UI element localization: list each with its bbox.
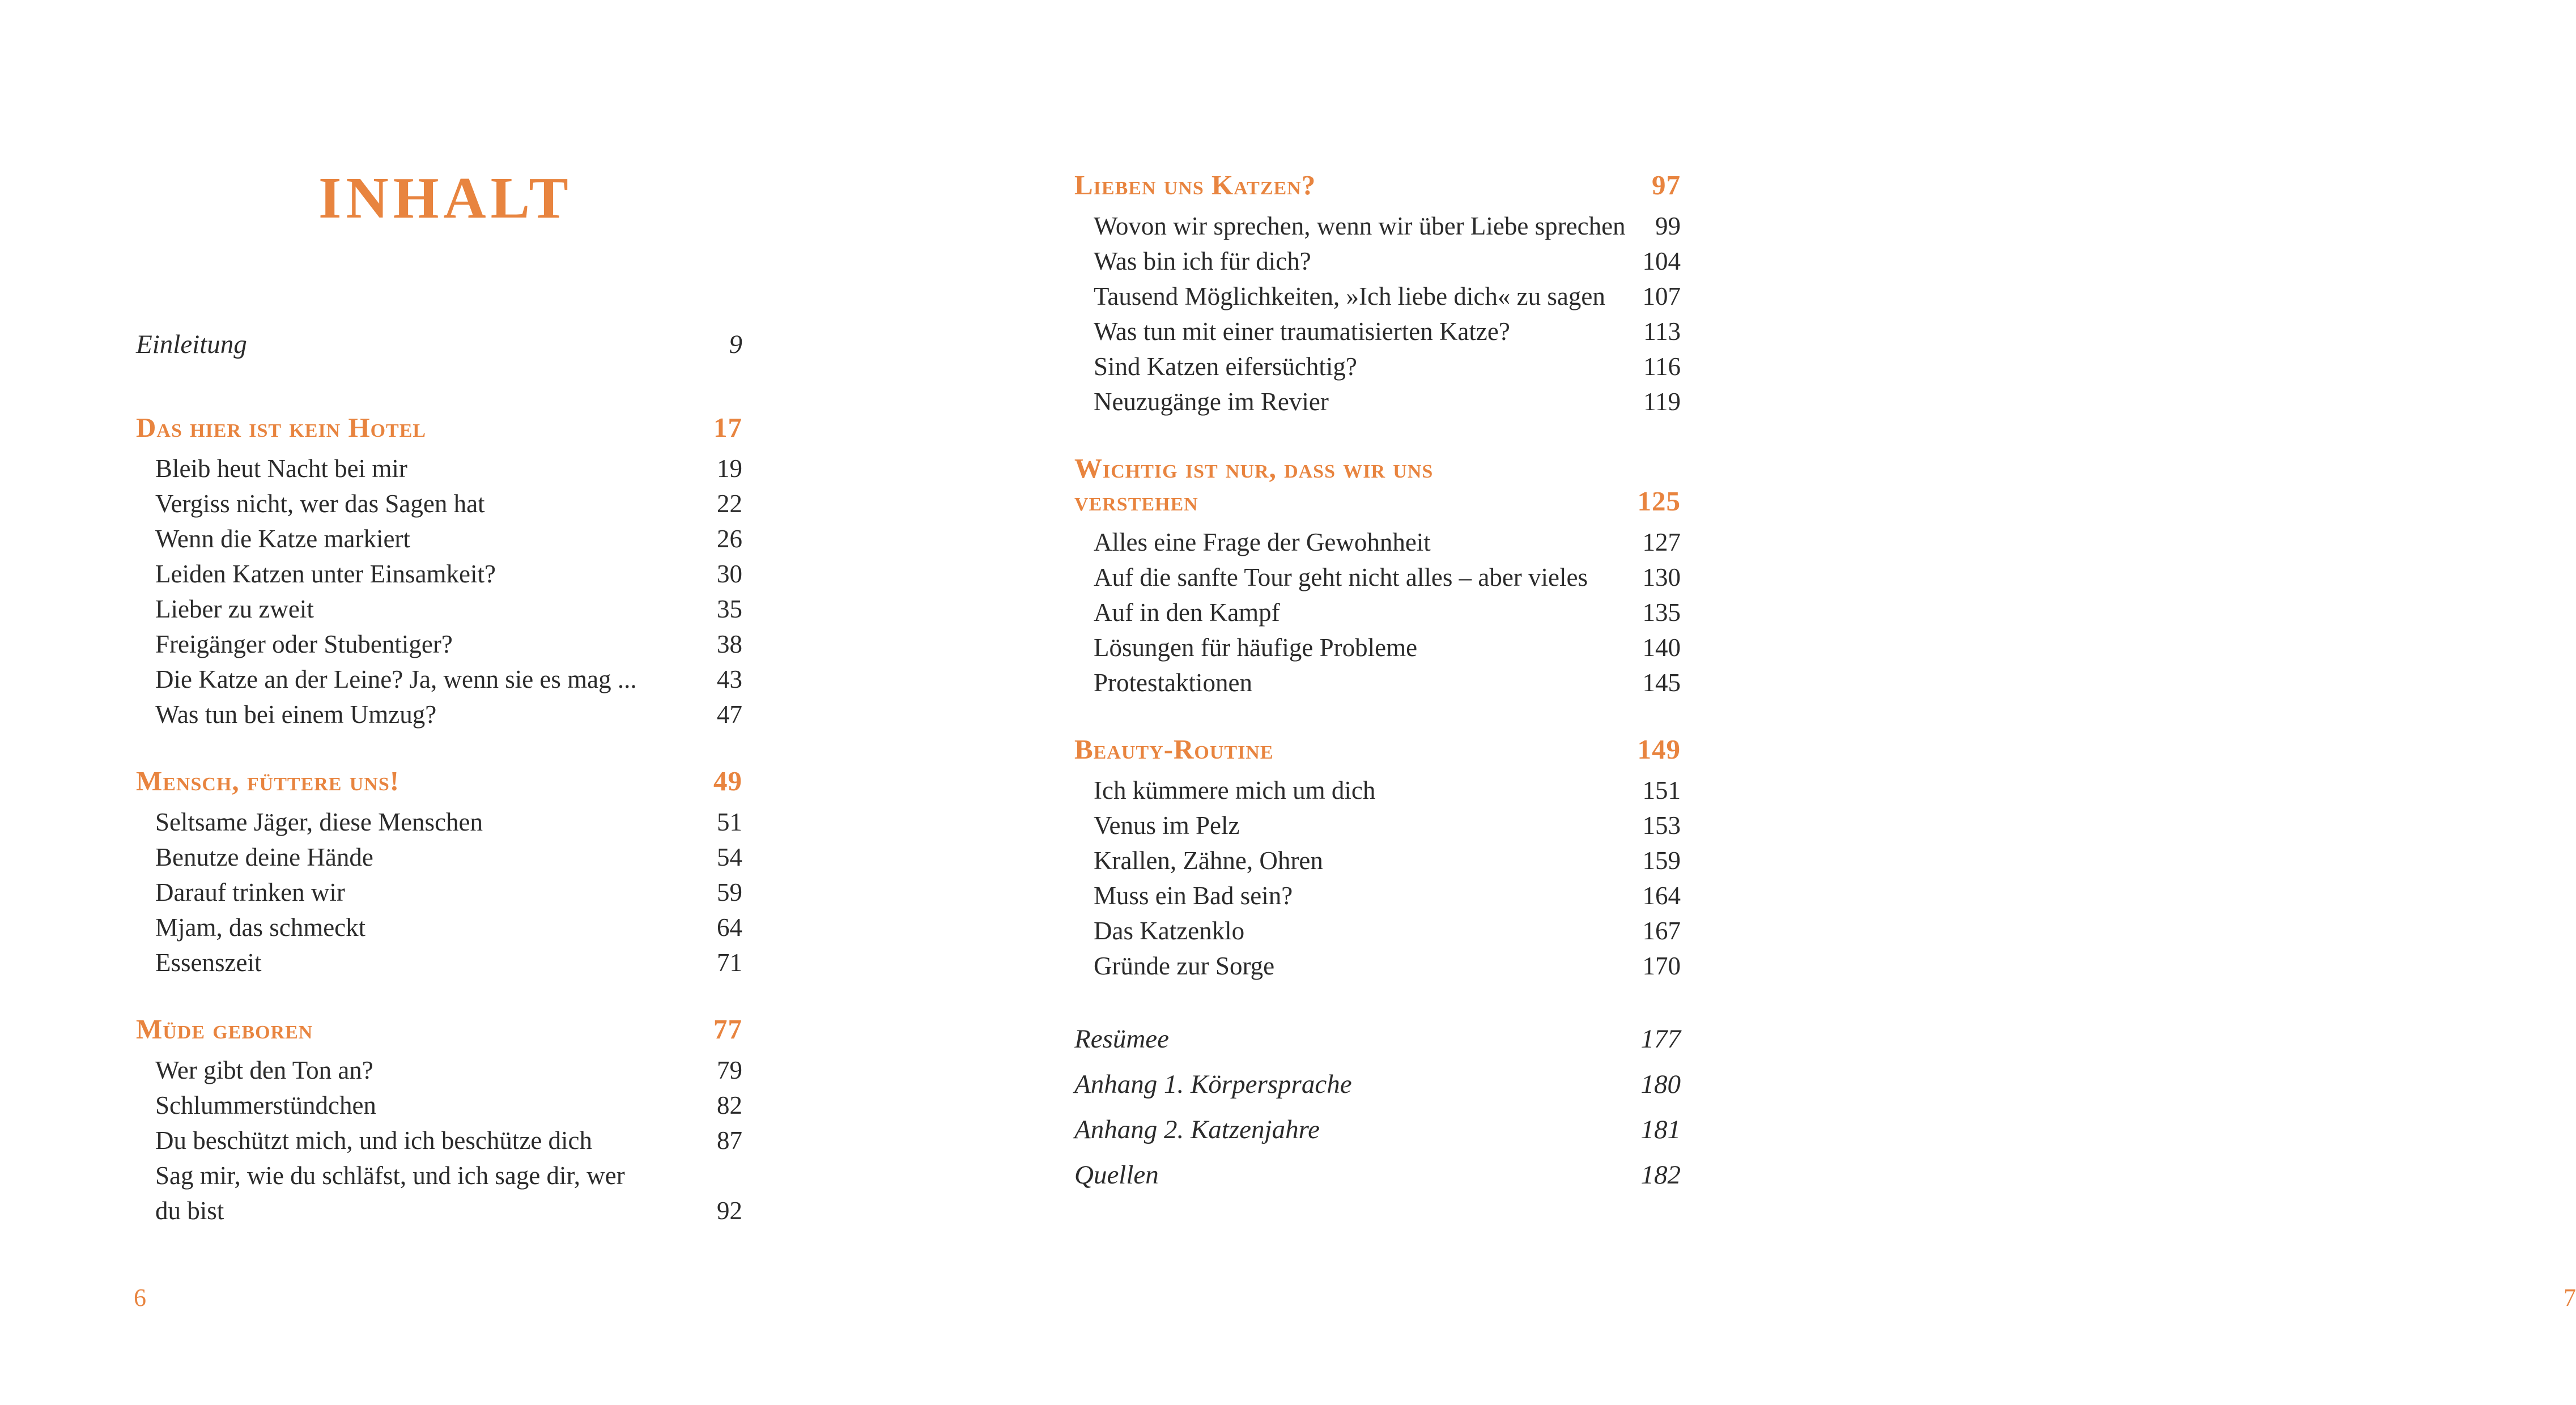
chapter-heading[interactable] bbox=[1074, 169, 1681, 202]
entry-label: Protestaktionen bbox=[1094, 669, 1252, 697]
toc-entry-end-matter[interactable] bbox=[1074, 1152, 1681, 1198]
toc-entry[interactable] bbox=[136, 697, 742, 732]
entry-page: 159 bbox=[1642, 846, 1681, 875]
toc-entry[interactable] bbox=[136, 591, 742, 627]
entry-page: 26 bbox=[717, 525, 742, 553]
entry-label: Darauf trinken wir bbox=[155, 878, 345, 906]
entry-page: 181 bbox=[1640, 1115, 1681, 1144]
entry-page: 164 bbox=[1642, 882, 1681, 910]
toc-entry[interactable] bbox=[136, 521, 742, 556]
entry-page: 43 bbox=[717, 665, 742, 693]
entry-label: Alles eine Frage der Gewohnheit bbox=[1094, 528, 1431, 556]
toc-entry[interactable] bbox=[1074, 665, 1681, 700]
toc-entry[interactable] bbox=[136, 1053, 742, 1088]
entry-page: 135 bbox=[1642, 598, 1681, 627]
entry-page: 49 bbox=[713, 765, 742, 797]
entry-page: 125 bbox=[1637, 486, 1681, 517]
entry-label: Was tun mit einer traumatisierten Katze? bbox=[1094, 317, 1510, 346]
entry-label: Tausend Möglichkeiten, »Ich liebe dich« zu sagen bbox=[1094, 282, 1605, 310]
entry-page: 19 bbox=[717, 454, 742, 483]
entry-label: Einleitung bbox=[136, 330, 247, 359]
entry-page: 113 bbox=[1643, 317, 1681, 346]
toc-entry[interactable] bbox=[136, 627, 742, 662]
entry-page: 151 bbox=[1642, 776, 1681, 804]
toc-right bbox=[1074, 169, 1681, 1198]
toc-entry-end-matter[interactable] bbox=[1074, 1016, 1681, 1062]
toc-entry[interactable] bbox=[136, 804, 742, 840]
entry-label: Sag mir, wie du schläfst, und ich sage dir, wer du bist bbox=[155, 1161, 625, 1225]
chapter-heading[interactable] bbox=[136, 765, 742, 798]
entry-page: 54 bbox=[717, 843, 742, 871]
toc-entry[interactable] bbox=[136, 1123, 742, 1158]
toc-entry[interactable] bbox=[136, 662, 742, 697]
toc-entry[interactable] bbox=[1074, 244, 1681, 279]
chapter-block bbox=[1074, 169, 1681, 419]
entry-page: 79 bbox=[717, 1056, 742, 1084]
toc-entry[interactable] bbox=[1074, 279, 1681, 314]
entry-label: Benutze deine Hände bbox=[155, 843, 373, 871]
entry-page: 170 bbox=[1642, 952, 1681, 980]
entry-label: Das hier ist kein Hotel bbox=[136, 412, 427, 443]
toc-entry[interactable] bbox=[1074, 208, 1681, 244]
entry-page: 119 bbox=[1643, 388, 1681, 416]
toc-entry[interactable] bbox=[136, 451, 742, 486]
entry-label: Lieber zu zweit bbox=[155, 595, 314, 623]
entry-page: 30 bbox=[717, 560, 742, 588]
entry-page: 22 bbox=[717, 489, 742, 518]
entry-label: Essenszeit bbox=[155, 948, 262, 977]
entry-label: Mjam, das schmeckt bbox=[155, 913, 366, 942]
page-number: 6 bbox=[134, 1284, 146, 1312]
entry-label: Auf in den Kampf bbox=[1094, 598, 1280, 627]
chapter-block bbox=[136, 765, 742, 980]
entry-label: Sind Katzen eifersüchtig? bbox=[1094, 352, 1357, 381]
toc-entry-end-matter[interactable] bbox=[1074, 1107, 1681, 1152]
toc-entry[interactable] bbox=[1074, 314, 1681, 349]
toc-entry[interactable] bbox=[1074, 948, 1681, 984]
entry-label: Vergiss nicht, wer das Sagen hat bbox=[155, 489, 485, 518]
end-matter-list bbox=[1074, 1016, 1681, 1198]
entry-page: 82 bbox=[717, 1091, 742, 1119]
toc-entry[interactable] bbox=[136, 1158, 742, 1228]
entry-label: Die Katze an der Leine? Ja, wenn sie es mag ... bbox=[155, 665, 637, 693]
entry-label: Neuzugänge im Revier bbox=[1094, 388, 1329, 416]
toc-entry-end-matter[interactable] bbox=[1074, 1062, 1681, 1107]
entry-label: Auf die sanfte Tour geht nicht alles – aber vieles bbox=[1094, 563, 1588, 591]
entry-label: Was bin ich für dich? bbox=[1094, 247, 1311, 275]
entry-label: Wer gibt den Ton an? bbox=[155, 1056, 373, 1084]
entry-label: Anhang 2. Katzenjahre bbox=[1074, 1115, 1320, 1144]
chapter-block bbox=[136, 411, 742, 732]
entry-page: 35 bbox=[717, 595, 742, 623]
toc-entry[interactable] bbox=[1074, 525, 1681, 560]
entry-label: Anhang 1. Körpersprache bbox=[1074, 1070, 1352, 1099]
entry-page: 149 bbox=[1637, 734, 1681, 765]
entry-label: Leiden Katzen unter Einsamkeit? bbox=[155, 560, 496, 588]
entry-label: Müde geboren bbox=[136, 1014, 313, 1045]
chapter-heading[interactable] bbox=[136, 1013, 742, 1046]
entry-label: Venus im Pelz bbox=[1094, 811, 1240, 840]
entry-page: 47 bbox=[717, 700, 742, 729]
entry-page: 107 bbox=[1642, 282, 1681, 310]
entry-page: 116 bbox=[1643, 352, 1681, 381]
entry-label: Freigänger oder Stubentiger? bbox=[155, 630, 453, 658]
entry-label: Bleib heut Nacht bei mir bbox=[155, 454, 407, 483]
chapter-heading[interactable] bbox=[136, 411, 742, 444]
entry-label: Resümee bbox=[1074, 1024, 1170, 1054]
entry-page: 17 bbox=[713, 412, 742, 443]
toc-entry-intro[interactable] bbox=[136, 323, 742, 366]
toc-entry[interactable] bbox=[136, 910, 742, 945]
entry-label: Wovon wir sprechen, wenn wir über Liebe sprechen bbox=[1094, 212, 1626, 240]
entry-label: Lieben uns Katzen? bbox=[1074, 169, 1316, 201]
toc-entry[interactable] bbox=[136, 556, 742, 591]
entry-label: Beauty-Routine bbox=[1074, 734, 1274, 765]
entry-page: 71 bbox=[717, 948, 742, 977]
entry-page: 77 bbox=[713, 1014, 742, 1045]
entry-page: 130 bbox=[1642, 563, 1681, 591]
entry-page: 104 bbox=[1642, 247, 1681, 275]
toc-entry[interactable] bbox=[1074, 630, 1681, 665]
entry-label: Wichtig ist nur, dass wir uns verstehen bbox=[1074, 453, 1434, 517]
toc-entry[interactable] bbox=[1074, 773, 1681, 808]
chapter-heading[interactable] bbox=[1074, 452, 1681, 518]
entry-page: 99 bbox=[1655, 212, 1681, 240]
entry-label: Lösungen für häufige Probleme bbox=[1094, 633, 1418, 662]
entry-page: 87 bbox=[717, 1126, 742, 1155]
toc-entry[interactable] bbox=[136, 875, 742, 910]
right-page bbox=[903, 0, 2576, 1405]
toc-entry[interactable] bbox=[1074, 384, 1681, 419]
entry-page: 167 bbox=[1642, 917, 1681, 945]
toc-entry[interactable] bbox=[136, 840, 742, 875]
entry-page: 92 bbox=[717, 1197, 742, 1225]
entry-page: 127 bbox=[1642, 528, 1681, 556]
entry-page: 145 bbox=[1642, 669, 1681, 697]
chapter-list bbox=[136, 411, 742, 1228]
toc-entry[interactable] bbox=[136, 486, 742, 521]
entry-label: Seltsame Jäger, diese Menschen bbox=[155, 808, 483, 836]
toc-entry[interactable] bbox=[1074, 913, 1681, 948]
entry-label: Ich kümmere mich um dich bbox=[1094, 776, 1376, 804]
chapter-block bbox=[136, 1013, 742, 1228]
entry-page: 64 bbox=[717, 913, 742, 942]
entry-label: Du beschützt mich, und ich beschütze dich bbox=[155, 1126, 593, 1155]
toc-entry[interactable] bbox=[1074, 349, 1681, 384]
entry-page: 51 bbox=[717, 808, 742, 836]
chapter-list bbox=[1074, 169, 1681, 984]
entry-label: Schlummerstündchen bbox=[155, 1091, 376, 1119]
chapter-block bbox=[1074, 452, 1681, 700]
toc-entry[interactable] bbox=[1074, 808, 1681, 843]
chapter-heading[interactable] bbox=[1074, 733, 1681, 766]
entry-page: 180 bbox=[1640, 1070, 1681, 1099]
entry-page: 177 bbox=[1640, 1024, 1681, 1054]
entry-label: Mensch, füttere uns! bbox=[136, 765, 400, 797]
entry-label: Gründe zur Sorge bbox=[1094, 952, 1275, 980]
entry-page: 182 bbox=[1640, 1160, 1681, 1190]
entry-label: Krallen, Zähne, Ohren bbox=[1094, 846, 1323, 875]
entry-page: 97 bbox=[1652, 169, 1681, 201]
entry-label: Muss ein Bad sein? bbox=[1094, 882, 1293, 910]
toc-entry[interactable] bbox=[1074, 843, 1681, 878]
left-page bbox=[0, 0, 903, 1405]
page-title: INHALT bbox=[318, 165, 573, 231]
toc-entry[interactable] bbox=[1074, 595, 1681, 630]
page-number: 7 bbox=[2564, 1284, 2576, 1312]
toc-entry[interactable] bbox=[1074, 878, 1681, 913]
toc-entry[interactable] bbox=[136, 1088, 742, 1123]
entry-label: Quellen bbox=[1074, 1160, 1159, 1190]
entry-page: 140 bbox=[1642, 633, 1681, 662]
toc-entry[interactable] bbox=[1074, 560, 1681, 595]
entry-page: 59 bbox=[717, 878, 742, 906]
entry-label: Wenn die Katze markiert bbox=[155, 525, 410, 553]
entry-page: 9 bbox=[729, 330, 742, 359]
entry-label: Das Katzenklo bbox=[1094, 917, 1245, 945]
toc-entry[interactable] bbox=[136, 945, 742, 980]
entry-page: 38 bbox=[717, 630, 742, 658]
chapter-block bbox=[1074, 733, 1681, 984]
entry-label: Was tun bei einem Umzug? bbox=[155, 700, 437, 729]
entry-page: 153 bbox=[1642, 811, 1681, 840]
toc-left bbox=[136, 323, 742, 1261]
